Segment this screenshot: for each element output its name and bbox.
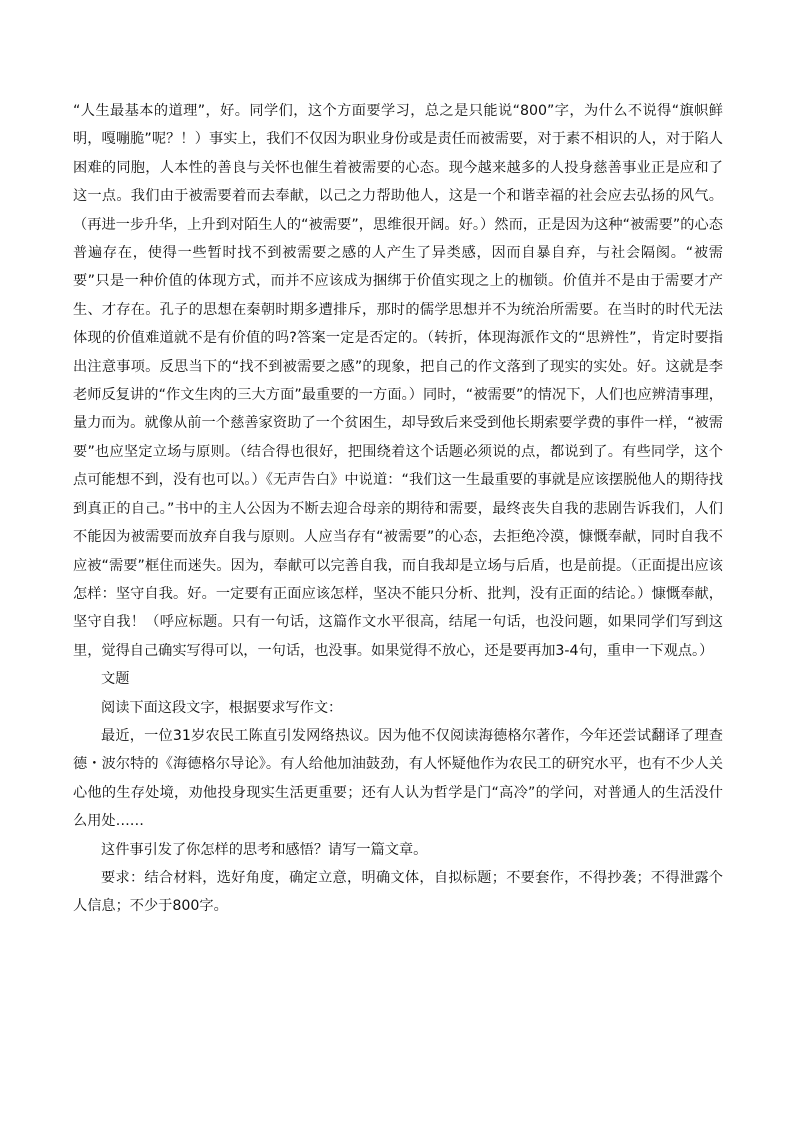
requirements-text: 要求：结合材料，选好角度，确定立意，明确文体，自拟标题；不要套作，不得抄袭；不得泄露个人信息；不少于800字。 (73, 869, 723, 915)
question-text: 这件事引发了你怎样的思考和感悟？请写一篇文章。 (101, 841, 428, 858)
essay-commentary-paragraph: “人生最基本的道理”，好。同学们，这个方面要学习，总之是只能说“800”字，为什么不说得“旗帜鲜明，嘎嘣脆”呢？！）事实上，我们不仅因为职业身份或是责任而被需要，对于素不相识的人，对于陷人困难的同胞，人本性的善良与关怀也催生着被需要的心态。现今越来越多的人投身慈善事业正是应和了这一点。我们由于被需要着而去奉献，以己之力帮助他人，这是一个和谐幸福的社会应去弘扬的风气。（再进一步升华，上升到对陌生人的“被需要”，思维很开阔。好。）然而，正是因为这种“被需要”的心态普遍存在，使得一些暂时找不到被需要之感的人产生了异类感，因而自暴自弃，与社会隔阂。“被需要”只是一种价值的体现方式，而并不应该成为捆绑于价值实现之上的枷锁。价值并不是由于需要才产生、才存在。孔子的思想在秦朝时期多遭排斥，那时的儒学思想并不为统治所需要。在当时的时代无法体现的价值难道就不是有价值的吗?答案一定是否定的。（转折，体现海派作文的“思辨性”，肯定时要指出注意事项。反思当下的“找不到被需要之感”的现象，把自己的作文落到了现实的实处。好。这就是李老师反复讲的“作文生肉的三大方面”最重要的一方面。）同时，“被需要”的情况下，人们也应辨清事理，量力而为。就像从前一个慈善家资助了一个贫困生，却导致后来受到他长期索要学费的事件一样，“被需要”也应坚定立场与原则。（结合得也很好，把围绕着这个话题必须说的点，都说到了。有些同学，这个点可能想不到，没有也可以。）《无声告白》中说道：“我们这一生最重要的事就是应该摆脱他人的期待找到真正的自己。”书中的主人公因为不断去迎合母亲的期待和需要，最终丧失自我的悲剧告诉我们，人们不能因为被需要而放弃自我与原则。人应当存有“被需要”的心态，去拒绝冷漠，慷慨奉献，同时自我不应被“需要”框住而迷失。因为，奉献可以完善自我，而自我却是立场与后盾，也是前提。（正面提出应该怎样：坚守自我。好。一定要有正面应该怎样，坚决不能只分析、批判，没有正面的结论。）慷慨奉献，坚守自我！（呼应标题。只有一句话，这篇作文水平很高，结尾一句话，也没问题，如果同学们写到这里，觉得自己确实写得可以，一句话，也没事。如果觉得不放心，还是要再加3-4句，重申一下观点。） (73, 103, 723, 659)
instruction-text: 阅读下面这段文字，根据要求写作文： (101, 699, 343, 716)
material-paragraph: 最近，一位31岁农民工陈直引发网络热议。因为他不仅阅读海德格尔著作，今年还尝试翻译了理查德・波尔特的《海德格尔导论》。有人给他加油鼓劲，有人怀疑他作为农民工的研究水平，也有不少人关心他的生存处境，劝他投身现实生活更重要；还有人认为哲学是门“高冷”的学问，对普通人的生活没什么用处…… (73, 727, 723, 830)
section-label: 文题 (101, 671, 130, 688)
document-page (73, 97, 723, 921)
